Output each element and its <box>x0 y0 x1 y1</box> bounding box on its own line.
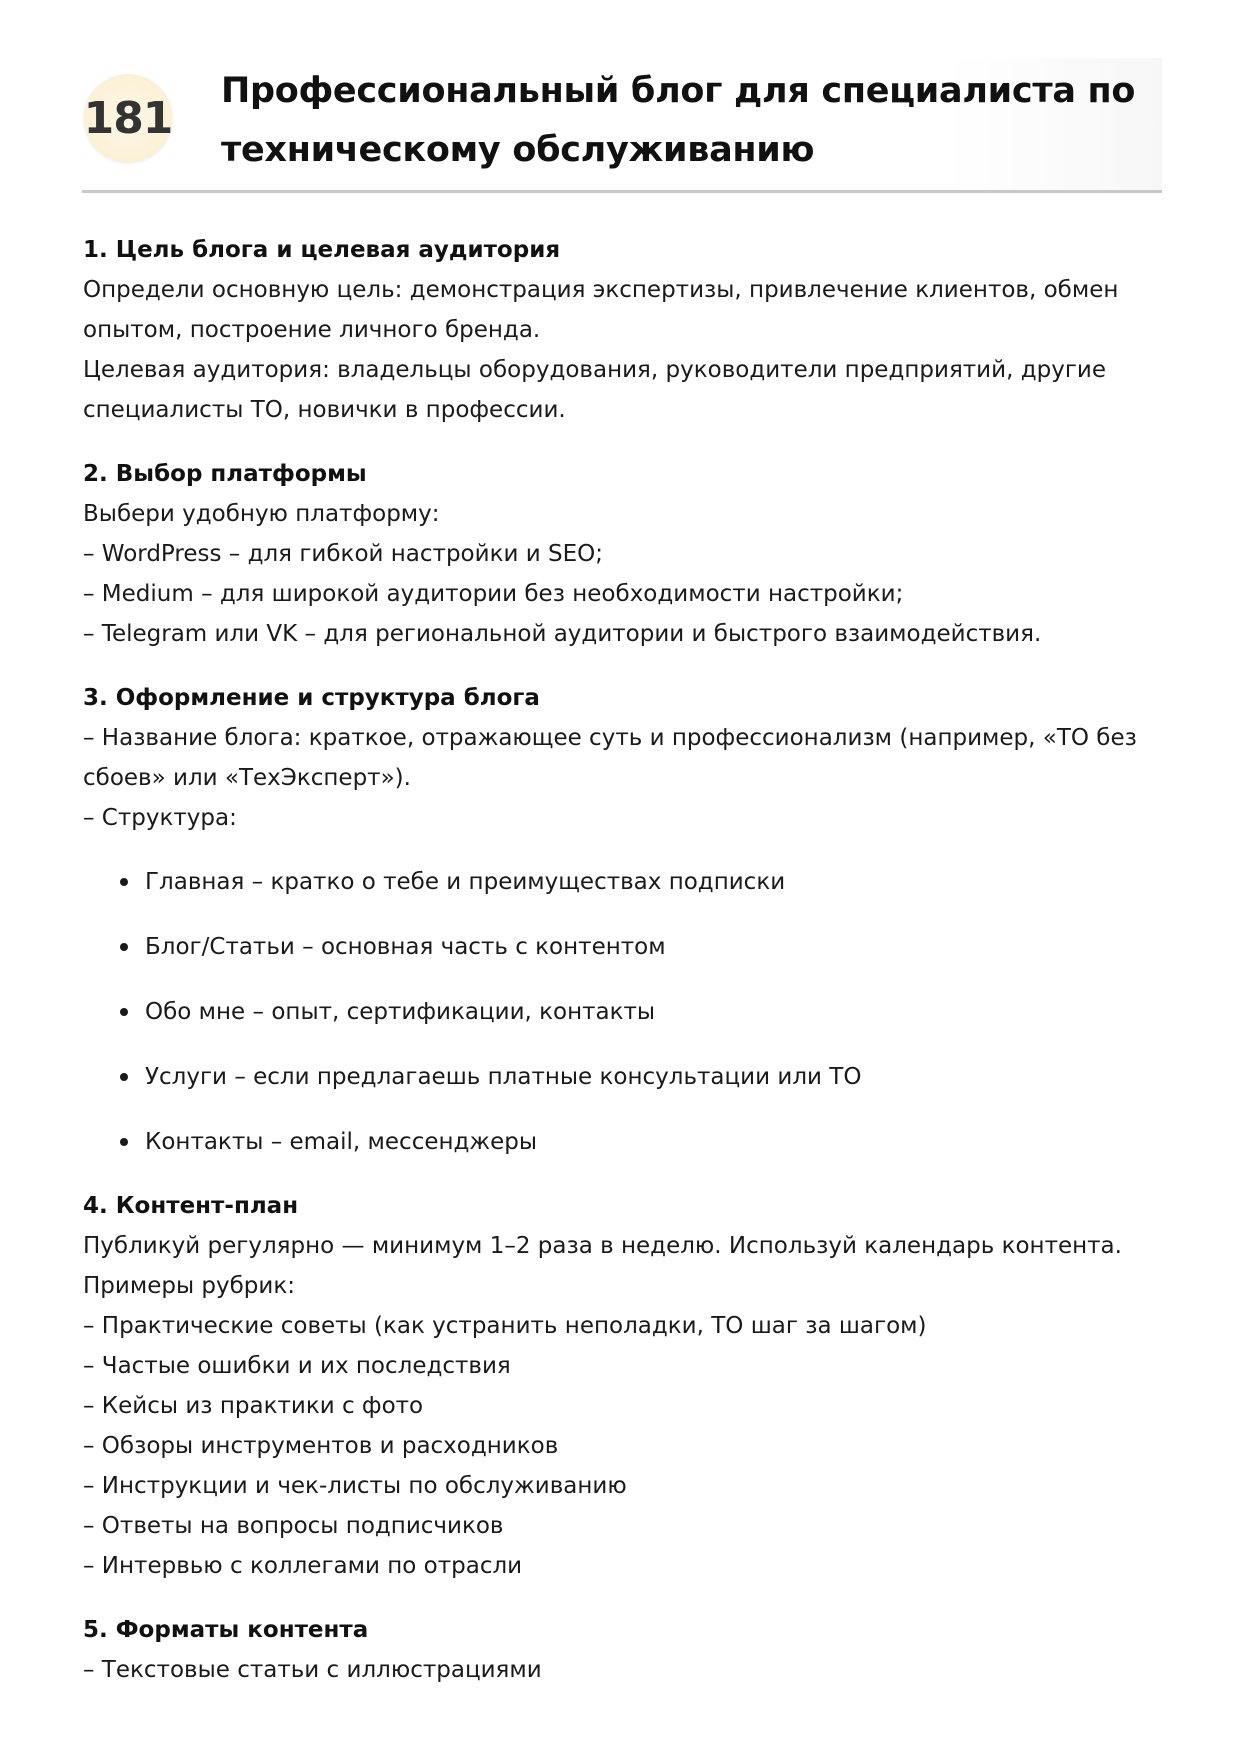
list-item-text: Услуги – если предлагаешь платные консультации или ТО <box>145 1064 862 1090</box>
list-item-text: Контакты – email, мессенджеры <box>145 1129 538 1155</box>
section-design-structure <box>83 678 1163 1162</box>
section-content-plan <box>83 1186 1163 1586</box>
paragraph-line: Определи основную цель: демонстрация экспертизы, привлечение клиентов, обмен <box>83 277 1119 303</box>
paragraph-line: – Интервью с коллегами по отрасли <box>83 1553 523 1579</box>
list-item-text: Обо мне – опыт, сертификации, контакты <box>145 999 656 1025</box>
list-item <box>145 927 1163 967</box>
page-number-badge: 181 <box>84 74 172 162</box>
section-heading: 3. Оформление и структура блога <box>83 685 540 711</box>
bullet-icon <box>120 943 128 951</box>
paragraph-line: специалисты ТО, новички в профессии. <box>83 397 566 423</box>
list-item <box>145 1122 1163 1162</box>
paragraph-line: – Текстовые статьи с иллюстрациями <box>83 1657 542 1683</box>
paragraph-line: – Инструкции и чек-листы по обслуживанию <box>83 1473 627 1499</box>
paragraph-line: – Название блога: краткое, отражающее суть и профессионализм (например, «ТО без <box>83 725 1137 751</box>
paragraph-line: – Medium – для широкой аудитории без необходимости настройки; <box>83 581 904 607</box>
bullet-icon <box>120 1008 128 1016</box>
paragraph-line: Выбери удобную платформу: <box>83 501 440 527</box>
section-content-formats <box>83 1610 1163 1690</box>
paragraph-line: Целевая аудитория: владельцы оборудования, руководители предприятий, другие <box>83 357 1106 383</box>
title-line-1: Профессиональный блог для специалиста по <box>221 71 1136 111</box>
section-heading: 5. Форматы контента <box>83 1617 369 1643</box>
paragraph-line: Публикуй регулярно — минимум 1–2 раза в неделю. Используй календарь контента. <box>83 1233 1122 1259</box>
list-item <box>145 862 1163 902</box>
paragraph-line: – Кейсы из практики с фото <box>83 1393 424 1419</box>
bullet-icon <box>120 878 128 886</box>
list-item-text: Блог/Статьи – основная часть с контентом <box>145 934 666 960</box>
paragraph-line: – Практические советы (как устранить неполадки, ТО шаг за шагом) <box>83 1313 927 1339</box>
structure-bullet-list <box>83 862 1163 1162</box>
page-header <box>82 58 1162 193</box>
paragraph-line: – Структура: <box>83 805 237 831</box>
paragraph-line: – Ответы на вопросы подписчиков <box>83 1513 504 1539</box>
list-item <box>145 992 1163 1032</box>
paragraph-line: сбоев» или «ТехЭксперт»). <box>83 765 411 791</box>
document-body <box>83 230 1163 1714</box>
paragraph-line: – Частые ошибки и их последствия <box>83 1353 511 1379</box>
bullet-icon <box>120 1138 128 1146</box>
list-item <box>145 1057 1163 1097</box>
section-goal-audience <box>83 230 1163 430</box>
paragraph-line: Примеры рубрик: <box>83 1273 295 1299</box>
section-platform <box>83 454 1163 654</box>
paragraph-line: – Обзоры инструментов и расходников <box>83 1433 559 1459</box>
page-title <box>221 62 1151 180</box>
paragraph-line: опытом, построение личного бренда. <box>83 317 541 343</box>
section-heading: 2. Выбор платформы <box>83 461 367 487</box>
paragraph-line: – Telegram или VK – для региональной аудитории и быстрого взаимодействия. <box>83 621 1042 647</box>
title-line-2: техническому обслуживанию <box>221 130 815 170</box>
list-item-text: Главная – кратко о тебе и преимуществах подписки <box>145 869 786 895</box>
section-heading: 1. Цель блога и целевая аудитория <box>83 237 561 263</box>
section-heading: 4. Контент-план <box>83 1193 299 1219</box>
paragraph-line: – WordPress – для гибкой настройки и SEO; <box>83 541 603 567</box>
bullet-icon <box>120 1073 128 1081</box>
